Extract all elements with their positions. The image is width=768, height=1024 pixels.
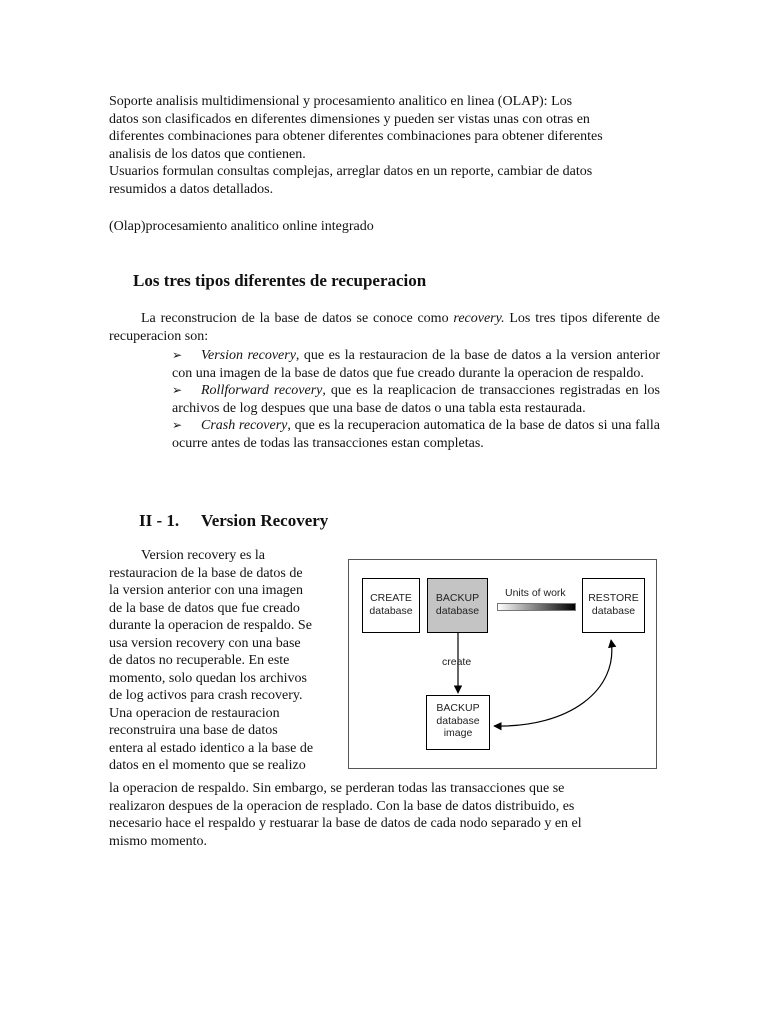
bullet-text: , que es la reaplicacion de transacciones registradas en los archivos de log despues que una base de datos o una tabla esta restaurada. xyxy=(172,383,660,416)
version-recovery-heading xyxy=(139,511,328,531)
olap-line: diferentes combinaciones para obtener diferentes combinaciones para obtener diferentes xyxy=(109,129,603,144)
box-label: BACKUP xyxy=(435,592,480,604)
list-item xyxy=(172,347,660,382)
arrow-bullet-icon: ➢ xyxy=(172,418,183,432)
restore-arrow xyxy=(494,640,612,726)
body-line: mismo momento. xyxy=(109,833,207,849)
box-label: database xyxy=(591,604,636,617)
column-line: de la base de datos que fue creado xyxy=(109,600,300,616)
olap-paragraph xyxy=(109,93,654,198)
recovery-heading: Los tres tipos diferentes de recuperacion xyxy=(133,271,427,290)
box-label: database xyxy=(369,604,413,617)
restore-database-box xyxy=(582,578,645,633)
olap-line: datos son clasificados en diferentes dimensiones y pueden ser vistas unas con otras en xyxy=(109,111,590,127)
box-label: database xyxy=(436,714,480,727)
bullet-text: , que es la restauracion de la base de datos a la version anterior con una imagen de la base de datos que fue creado durante la operacion de respaldo. xyxy=(172,348,660,381)
bullet-text: , que es la recuperacion automatica de la base de datos si una falla ocurre antes de todas las transacciones estan completas. xyxy=(172,418,661,451)
box-label: database xyxy=(435,604,480,617)
olap-line: Soporte analisis multidimensional y procesamiento analitico en linea (OLAP): Los xyxy=(109,94,573,109)
arrow-bullet-icon: ➢ xyxy=(172,348,183,362)
column-line: entera al estado identico a la base de xyxy=(109,740,314,756)
backup-image-box xyxy=(426,695,490,750)
version-recovery-continued xyxy=(109,780,654,850)
box-label: CREATE xyxy=(370,592,412,604)
body-line: la operacion de respaldo. Sin embargo, se perderan todas las transacciones que se xyxy=(109,781,565,796)
column-line: datos en el momento que se realizo xyxy=(109,758,306,773)
olap-note: (Olap)procesamiento analitico online integrado xyxy=(109,219,374,234)
box-label: BACKUP xyxy=(436,702,480,714)
column-line: la version anterior con una imagen xyxy=(109,583,303,598)
backup-database-box xyxy=(427,578,488,633)
list-item xyxy=(172,417,660,452)
units-of-work-gradient-bar xyxy=(497,603,576,611)
column-line: de log activos para crash recovery. xyxy=(109,688,303,703)
bullet-term: Version recovery xyxy=(201,348,296,363)
create-database-box xyxy=(362,578,420,633)
column-line: usa version recovery con una base xyxy=(109,635,301,651)
version-recovery-column xyxy=(109,547,339,775)
bullet-term: Crash recovery xyxy=(201,418,288,433)
recovery-types-list xyxy=(172,347,660,452)
box-label: RESTORE xyxy=(588,592,639,604)
olap-line: analisis de los datos que contienen. xyxy=(109,146,306,162)
column-line: Version recovery es la xyxy=(141,548,266,563)
intro-text-end: Los tres tipos diferente de recuperacion son: xyxy=(109,311,661,344)
intro-text: La reconstrucion de la base de datos se conoce como xyxy=(141,311,454,326)
version-recovery-diagram xyxy=(348,559,657,769)
recovery-intro xyxy=(109,310,660,345)
body-line: necesario hace el respaldo y restuarar la base de datos de cada nodo separado y en el xyxy=(109,816,582,831)
intro-emphasis: recovery. xyxy=(453,311,505,326)
arrow-bullet-icon: ➢ xyxy=(172,383,183,397)
column-line: durante la operacion de respaldo. Se xyxy=(109,618,312,633)
create-arrow-label: create xyxy=(442,656,472,668)
column-line: Una operacion de restauracion xyxy=(109,705,280,721)
olap-line: resumidos a datos detallados. xyxy=(109,181,274,197)
list-item xyxy=(172,382,660,417)
box-label: image xyxy=(443,727,473,739)
column-line: momento, solo quedan los archivos xyxy=(109,670,307,686)
bullet-term: Rollforward recovery xyxy=(201,383,323,398)
section-number: II - 1. xyxy=(139,511,180,530)
olap-line: Usuarios formulan consultas complejas, arreglar datos en un reporte, cambiar de datos xyxy=(109,164,593,179)
body-line: realizaron despues de la operacion de resplado. Con la base de datos distribuido, es xyxy=(109,798,575,814)
section-title: Version Recovery xyxy=(201,511,329,530)
column-line: reconstruira una base de datos xyxy=(109,723,278,738)
column-line: restauracion de la base de datos de xyxy=(109,565,303,581)
units-of-work-label: Units of work xyxy=(505,587,566,599)
column-line: de datos no recuperable. En este xyxy=(109,653,290,668)
